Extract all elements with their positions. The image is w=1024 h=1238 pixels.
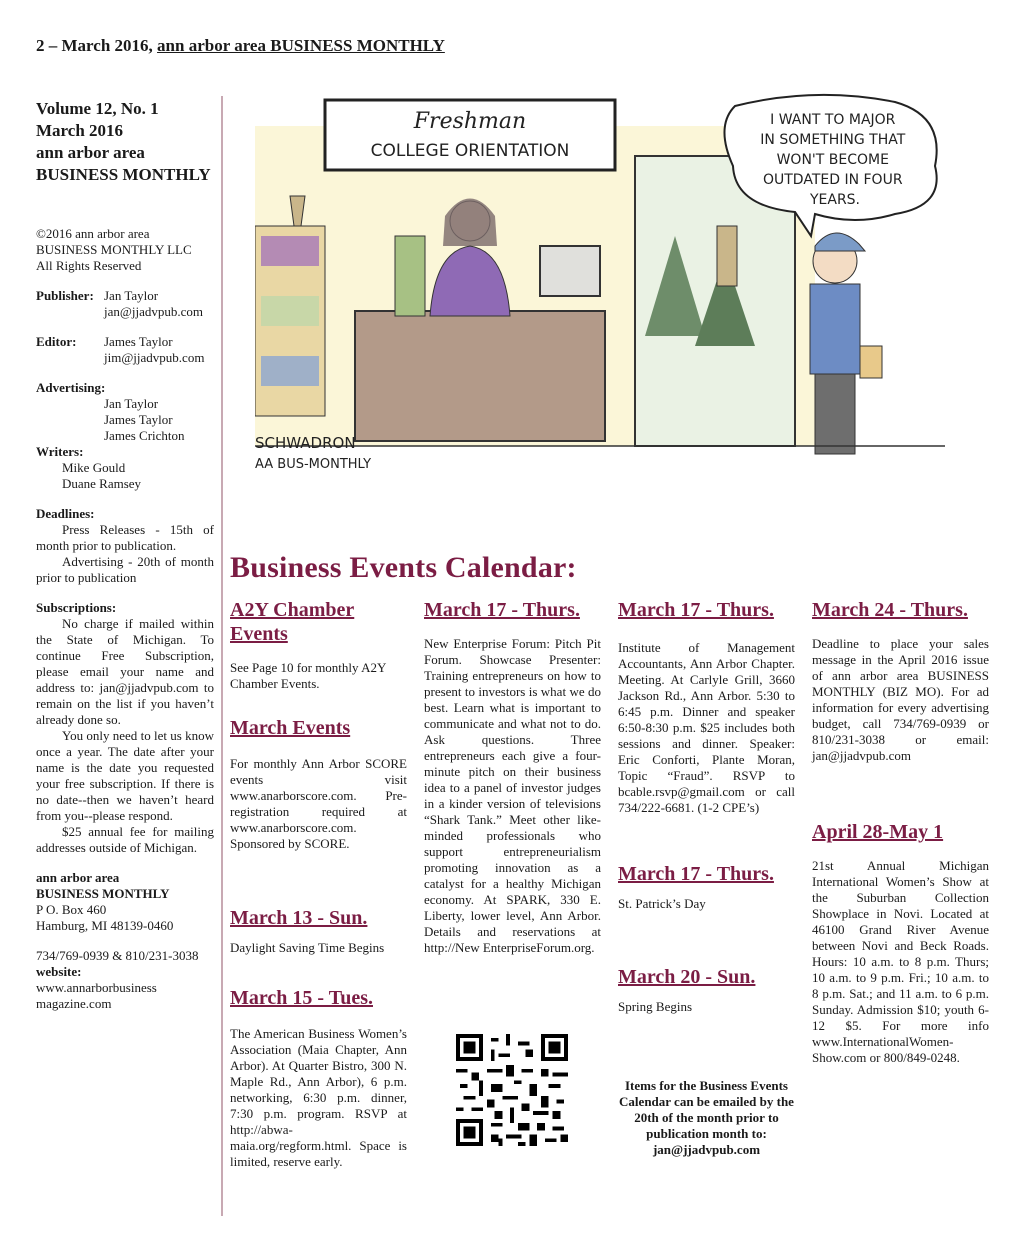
event-march-24 [812, 598, 989, 764]
event-body: Daylight Saving Time Begins [230, 940, 385, 955]
sign-top-text: Freshman [413, 109, 527, 134]
advertising-name: James Taylor [104, 412, 173, 427]
volume-block [36, 98, 214, 186]
copyright-block [36, 226, 214, 274]
address-name: ann arbor area [36, 870, 120, 885]
advertising-name: James Crichton [104, 428, 185, 443]
column-divider [221, 96, 223, 1216]
event-march-17-nef [424, 598, 601, 956]
address-po-box: P O. Box 460 [36, 902, 107, 917]
writer-name: Mike Gould [62, 460, 126, 475]
advertising-label: Advertising: [36, 380, 106, 395]
subscriptions-label: Subscriptions: [36, 600, 117, 615]
event-st-patricks [618, 862, 795, 912]
event-a2y [230, 598, 407, 692]
writer-name: Duane Ramsey [62, 476, 142, 491]
copyright-line: ©2016 ann arbor area [36, 226, 150, 241]
calendar-column-2 [424, 598, 601, 998]
event-heading: March 17 - Thurs. [618, 599, 774, 621]
event-body: 21st Annual Michigan International Women’s Show at the Suburban Collection Showplace in Novi. Located at 46100 Grand River Avenue between Novi and Beck Roads. Hours: 10 a.m. to 8 p.m. Thurs; 10 a.m. to 9 p.m. Fri.; 10 a.m. to 8 p.m. Sat.; and 11 a.m. to 6 p.m. Sunday. Admission $10; youth 6-12 $5. For more info www.InternationalWomen-Show.com or 800/849-0248. [812, 858, 989, 1065]
event-heading: March 24 - Thurs. [812, 599, 968, 621]
event-heading: March 17 - Thurs. [618, 863, 774, 885]
deadline-press: Press Releases - 15th of month prior to publication. [36, 522, 214, 553]
event-march-13 [230, 906, 407, 956]
copyright-line: All Rights Reserved [36, 258, 142, 273]
event-heading: March Events [230, 717, 351, 739]
subscription-paragraph: $25 annual fee for mailing addresses outside of Michigan. [36, 824, 214, 855]
mailing-address [36, 870, 214, 934]
event-heading: A2Y Chamber Events [230, 599, 355, 645]
website-label: website: [36, 964, 82, 979]
cartoonist-signature-sub: AA BUS-MONTHLY [255, 457, 372, 472]
pub-name-line2: BUSINESS MONTHLY [36, 165, 211, 184]
phone-numbers: 734/769-0939 & 810/231-3038 [36, 948, 199, 963]
event-march-events [230, 716, 407, 852]
event-march-15 [230, 986, 407, 1170]
contact-block [36, 948, 214, 1012]
cartoon-illustration [255, 86, 945, 486]
cartoonist-signature: SCHWADRON [255, 434, 356, 452]
advertising-block [36, 380, 214, 492]
event-body: The American Business Women’s Association (Maia Chapter, Ann Arbor). At Quarter Bistro, 300 N. Maple Rd., Ann Arbor), 6 p.m. networking, 6:30 p.m. dinner, 7:30 p.m. program. RSVP at http://abwa-maia.org/regform.html. Space is limited, reserve early. [230, 1026, 407, 1169]
subscription-paragraph: No charge if mailed within the State of Michigan. To continue Free Subscription, please email your name and address to: jan@jjadvpub.com to remain on the list if you haven’t already done so. [36, 616, 214, 727]
qr-code [456, 1034, 568, 1146]
masthead-sidebar [36, 98, 214, 1012]
event-body: New Enterprise Forum: Pitch Pit Forum. Showcase Presenter: Training entrepreneurs on how to present to investors is what we do best. Learn what is important to communicate and what not to do. Ask questions. Three entrepreneurs each give a four-minute pitch on their business idea to a panel of investor judges in a kinder version of televisions “Shark Tank.” Meet other like-minded professionals who support entrepreneurialism promoting innovation as a catalyst for a healthy Michigan economy. At SPARK, 330 E. Liberty, lower level, Ann Arbor. Details and reservations at http://New EnterpriseForum.org. [424, 636, 601, 955]
speech-bubble-text: I WANT TO MAJOR IN SOMETHING THAT WON'T BECOME OUTDATED IN FOUR YEARS. [760, 112, 906, 208]
event-heading: March 17 - Thurs. [424, 599, 580, 621]
subscription-paragraph: You only need to let us know once a year. The date after your name is the date you requested your free subscription. If there is no date--then we haven’t heard from you--please respond. [36, 728, 214, 823]
publisher-label: Publisher: [36, 288, 94, 303]
deadlines-block [36, 506, 214, 586]
sign-bottom-text: COLLEGE ORIENTATION [370, 141, 570, 161]
event-body: For monthly Ann Arbor SCORE events visit www.anarborscore.com. Pre-registration required at www.anarborscore.com. Sponsored by SCORE. [230, 756, 407, 851]
submission-note: Items for the Business Events Calendar can be emailed by the 20th of the month prior to publication month to: jan@jjadvpub.com [619, 1078, 794, 1157]
subscriptions-block [36, 600, 214, 856]
event-body: St. Patrick’s Day [618, 896, 706, 911]
writers-label: Writers: [36, 444, 84, 459]
event-heading: March 13 - Sun. [230, 907, 368, 929]
publisher-block [36, 288, 214, 320]
event-body: Spring Begins [618, 999, 693, 1014]
event-body: See Page 10 for monthly A2Y Chamber Events. [230, 660, 386, 691]
calendar-column-3 [618, 598, 795, 1198]
event-womens-show [812, 820, 989, 1066]
event-heading: March 20 - Sun. [618, 966, 756, 988]
event-body: Deadline to place your sales message in the April 2016 issue of ann arbor area BUSINESS MONTHLY (BIZ MO). For ad information for every advertising budget, call 734/769-0939 or 810/231-3038 or email: jan@jjadvpub.com [812, 636, 989, 763]
event-march-17-ima [618, 598, 795, 816]
editor-label: Editor: [36, 334, 77, 349]
website-link[interactable]: www.annarborbusiness magazine.com [36, 980, 157, 1011]
editor-name: James Taylor [104, 334, 173, 349]
deadline-ads: Advertising - 20th of month prior to publication [36, 554, 214, 585]
volume-line: Volume 12, No. 1 [36, 99, 159, 118]
pub-name-line1: ann arbor area [36, 143, 145, 162]
calendar-column-1 [230, 598, 407, 1198]
publication-name: ann arbor area BUSINESS MONTHLY [157, 36, 445, 55]
event-body: Institute of Management Accountants, Ann Arbor Chapter. Meeting. At Carlyle Grill, 3660 Jackson Rd., Ann Arbor. 5:30 to 6:45 p.m. Dinner and speaker 6:50-8:30 p.m. $25 includes both sessions and dinner. Speaker: Eric Conforti, Plante Moran, Topic “Fraud”. RSVP to bcable.rsvp@gmail.com or call 734/222-6681. (1-2 CPE’s) [618, 640, 795, 815]
address-city: Hamburg, MI 48139-0460 [36, 918, 174, 933]
page-line: 2 – March 2016, [36, 36, 158, 55]
running-head [36, 36, 445, 56]
publisher-name: Jan Taylor [104, 288, 159, 303]
publisher-email: jan@jjadvpub.com [104, 304, 203, 319]
event-march-20 [618, 965, 795, 1015]
editor-block [36, 334, 214, 366]
event-heading: March 15 - Tues. [230, 987, 373, 1009]
calendar-column-4 [812, 598, 989, 1198]
copyright-line: BUSINESS MONTHLY LLC [36, 242, 192, 257]
issue-date: March 2016 [36, 121, 124, 140]
address-name: BUSINESS MONTHLY [36, 886, 170, 901]
editor-email: jim@jjadvpub.com [104, 350, 205, 365]
calendar-title: Business Events Calendar: [230, 551, 577, 584]
deadlines-label: Deadlines: [36, 506, 95, 521]
advertising-name: Jan Taylor [104, 396, 159, 411]
event-heading: April 28-May 1 [812, 821, 944, 843]
